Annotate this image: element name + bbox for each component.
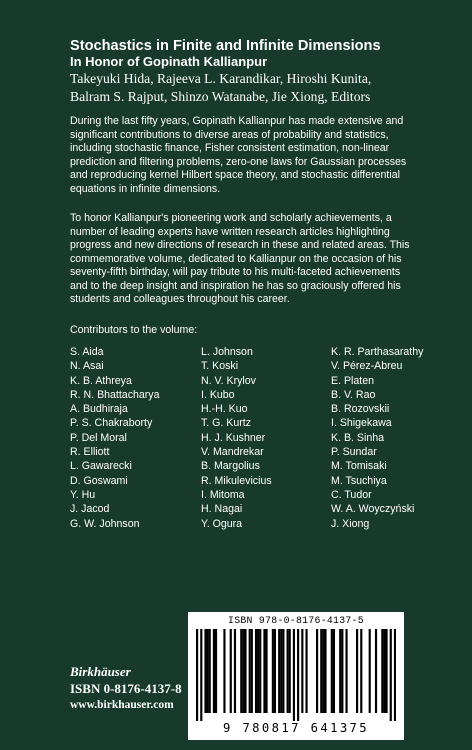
barcode-digits: 9 780817 641375 <box>222 721 370 735</box>
contributor-name: B. Margolius <box>201 460 260 473</box>
barcode-bar <box>282 629 284 713</box>
paragraph-line: equations in infinite dimensions. <box>70 182 221 195</box>
publisher-isbn: ISBN 0-8176-4137-8 <box>70 681 182 696</box>
barcode-bar <box>234 629 236 713</box>
book-title: Stochastics in Finite and Infinite Dimensions <box>70 38 381 54</box>
contributor-name: B. V. Rao <box>331 388 376 401</box>
barcode-bar <box>255 629 257 713</box>
paragraph-line: commemorative volume, dedicated to Kallianpur on the occasion of his <box>70 252 402 265</box>
contributor-name: P. Del Moral <box>70 431 127 444</box>
barcode-bar <box>215 629 217 713</box>
contributor-name: B. Rozovskii <box>331 403 390 416</box>
contributor-name: L. Gawarecki <box>70 460 132 473</box>
barcode-bar <box>249 629 251 713</box>
barcode-bar <box>265 629 267 713</box>
barcode-bar <box>251 629 253 713</box>
barcode-bar <box>293 629 295 721</box>
barcode-bar <box>230 629 232 713</box>
barcode-bar <box>209 629 211 713</box>
barcode-bar <box>280 629 282 713</box>
editors-line: Balram S. Rajput, Shinzo Watanabe, Jie Xiong, Editors <box>70 89 371 104</box>
contributor-name: A. Budhiraja <box>70 403 128 416</box>
barcode-bar <box>375 629 377 713</box>
paragraph-line: seventy-fifth birthday, will pay tribute to his multi-faceted achievements <box>70 266 401 278</box>
paragraph-line: progress and new directions of research in these and related areas. This <box>70 239 410 251</box>
barcode-bar <box>257 629 259 713</box>
contributor-name: S. Aida <box>70 346 104 358</box>
barcode-isbn-text: ISBN 978-0-8176-4137-5 <box>228 615 364 626</box>
contributor-name: T. G. Kurtz <box>201 417 252 430</box>
contributor-name: H.-H. Kuo <box>201 403 248 416</box>
barcode-bar <box>213 629 215 713</box>
contributor-name: R. Mikulevicius <box>201 474 272 487</box>
contributor-name: J. Jacod <box>70 503 110 516</box>
barcode-bar <box>360 629 362 713</box>
barcode-bar <box>244 629 246 713</box>
contributor-name: M. Tsuchiya <box>331 474 387 487</box>
barcode-bar <box>301 629 303 713</box>
contributor-name: H. Nagai <box>201 503 243 516</box>
barcode-bar <box>289 629 291 713</box>
barcode-bar <box>263 629 265 713</box>
contributor-name: V. Mandrekar <box>201 446 264 459</box>
contributor-name: W. A. Woyczyński <box>331 503 415 516</box>
book-subtitle: In Honor of Gopinath Kallianpur <box>70 54 268 69</box>
contributor-name: T. Koski <box>201 360 239 373</box>
contributor-name: P. S. Chakraborty <box>70 417 153 430</box>
barcode-bar <box>259 629 261 713</box>
paragraph-line: During the last fifty years, Gopinath Kallianpur has made extensive and <box>70 115 404 127</box>
contributor-name: K. B. Athreya <box>70 374 132 387</box>
paragraph-line: number of leading experts have written research articles highlighting <box>70 225 390 238</box>
contributor-name: G. W. Johnson <box>70 517 140 530</box>
barcode-bar <box>331 629 333 713</box>
barcode-bar <box>204 629 206 713</box>
contributor-name: N. Asai <box>70 360 104 373</box>
contributor-name: Y. Hu <box>70 488 96 501</box>
barcode-bar <box>272 629 274 713</box>
barcode-image <box>196 629 396 721</box>
contributor-name: R. Elliott <box>70 446 110 459</box>
editors-line: Takeyuki Hida, Rajeeva L. Karandikar, Hiroshi Kunita, <box>70 71 372 86</box>
contributors-column-1 <box>70 345 160 531</box>
contributors-heading: Contributors to the volume: <box>70 324 198 336</box>
publisher-name: Birkhäuser <box>70 664 131 679</box>
barcode-box <box>188 612 404 740</box>
paragraph-line: and reproducing kernel Hilbert space theory, and stochastic differential <box>70 169 400 181</box>
barcode-bar <box>339 629 341 713</box>
contributors-column-2 <box>201 345 272 531</box>
barcode-bar <box>390 629 392 721</box>
publisher-url: www.birkhauser.com <box>70 699 174 711</box>
barcode-bar <box>223 629 225 713</box>
barcode-bar <box>287 629 289 713</box>
barcode-bar <box>356 629 358 713</box>
paragraph-line: and to the deep insight and inspiration he has so graciously offered his <box>70 279 401 292</box>
contributor-name: E. Platen <box>331 374 374 387</box>
barcode-bar <box>324 629 326 713</box>
contributor-name: K. B. Sinha <box>331 431 384 444</box>
description-paragraph-1 <box>70 115 450 196</box>
contributor-name: Y. Ogura <box>201 517 243 530</box>
barcode-bar <box>274 629 276 713</box>
barcode-bar <box>305 629 307 713</box>
paragraph-line: significant contributions to diverse areas of probability and statistics, <box>70 128 389 141</box>
barcode-bar <box>345 629 347 713</box>
contributor-name: M. Tomisaki <box>331 460 387 473</box>
barcode-bar <box>196 629 198 721</box>
barcode-bar <box>320 629 322 713</box>
contributors-column-3 <box>331 345 423 531</box>
contributor-name: D. Goswami <box>70 474 128 487</box>
barcode-bar <box>297 629 299 721</box>
contributor-name: V. Pérez-Abreu <box>331 360 403 373</box>
barcode-bar <box>333 629 335 713</box>
barcode-bar <box>341 629 343 713</box>
contributor-name: I. Kubo <box>201 388 235 401</box>
barcode-bar <box>369 629 371 713</box>
barcode-bar <box>278 629 280 713</box>
contributor-name: I. Shigekawa <box>331 417 392 430</box>
paragraph-line: students and colleagues throughout his career. <box>70 293 290 305</box>
contributor-name: L. Johnson <box>201 346 253 358</box>
barcode-bar <box>381 629 383 713</box>
barcode-bar <box>240 629 242 713</box>
contributor-name: K. R. Parthasarathy <box>331 346 424 358</box>
contributor-name: C. Tudor <box>331 488 372 501</box>
barcode-bar <box>242 629 244 713</box>
paragraph-line: To honor Kallianpur's pioneering work and scholarly achievements, a <box>70 212 392 224</box>
contributor-name: H. J. Kushner <box>201 431 266 444</box>
publisher-block <box>70 663 182 714</box>
barcode-bar <box>316 629 318 713</box>
barcode-bar <box>322 629 324 713</box>
barcode-bar <box>200 629 202 721</box>
paragraph-line: including stochastic finance, Fisher consistent estimation, non-linear <box>70 142 390 154</box>
editors-list <box>70 70 450 106</box>
barcode-bar <box>207 629 209 713</box>
contributor-name: I. Mitoma <box>201 488 245 501</box>
contributor-name: N. V. Krylov <box>201 374 256 387</box>
barcode-bar <box>394 629 396 721</box>
contributor-name: R. N. Bhattacharya <box>70 388 160 401</box>
contributor-name: J. Xiong <box>331 517 370 530</box>
paragraph-line: prediction and filtering problems, zero-one laws for Gaussian processes <box>70 155 407 168</box>
barcode-bar <box>385 629 387 713</box>
contributor-name: P. Sundar <box>331 446 377 459</box>
description-paragraph-2 <box>70 212 450 307</box>
barcode-bar <box>383 629 385 713</box>
